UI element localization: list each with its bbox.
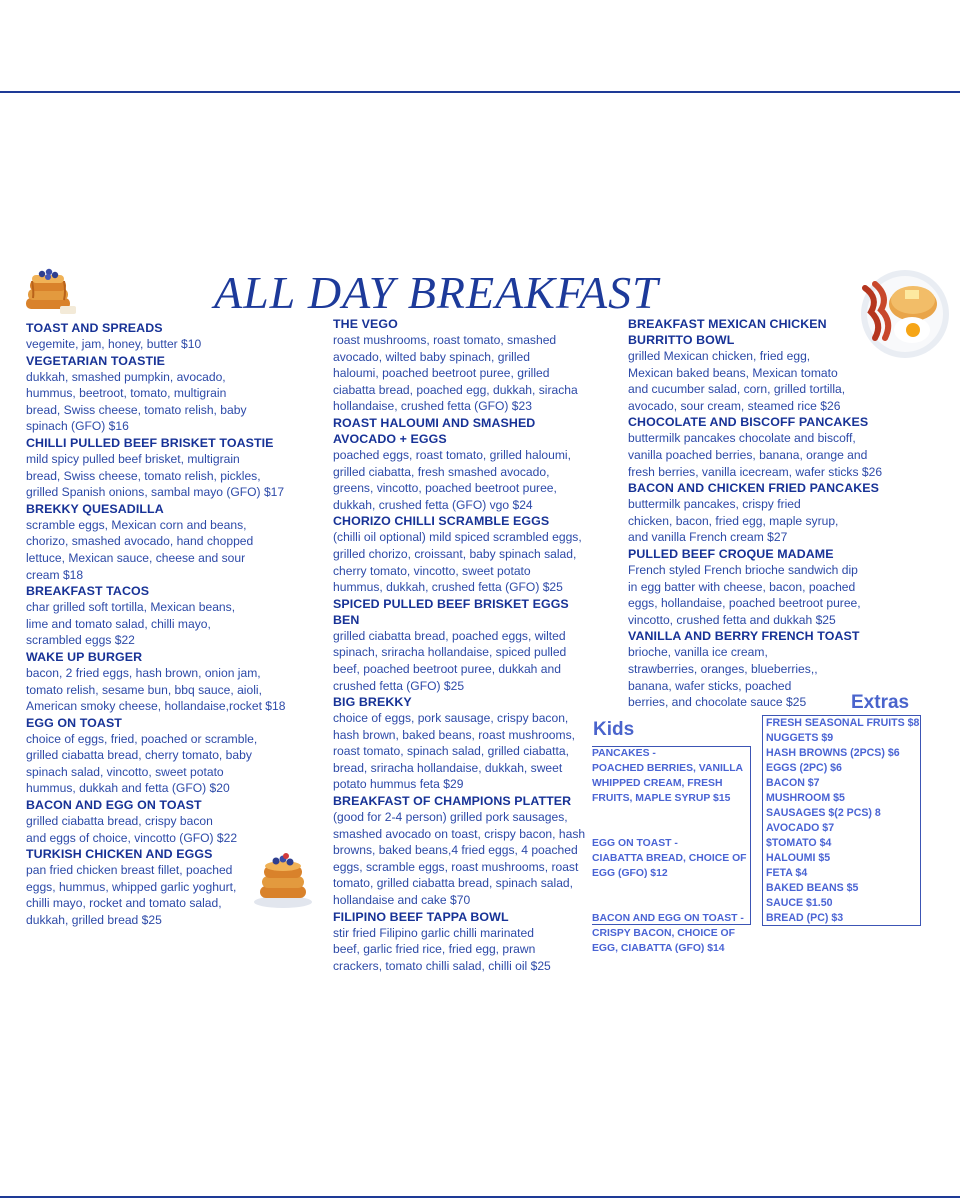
- menu-item-description: vegemite, jam, honey, butter $10: [26, 337, 202, 351]
- menu-item: [628, 414, 918, 480]
- menu-item: [333, 415, 598, 513]
- menu-item: [333, 694, 598, 793]
- kids-item: PANCAKES - POACHED BERRIES, VANILLA WHIPPED CREAM, FRESH FRUITS, MAPLE SYRUP $15: [592, 748, 744, 804]
- menu-item: [26, 353, 316, 435]
- menu-column-1: [26, 320, 316, 929]
- kids-item: EGG ON TOAST - CIABATTA BREAD, CHOICE OF EGG (GFO) $12: [592, 838, 747, 879]
- menu-item-name: BREKKY QUESADILLA: [26, 501, 164, 516]
- menu-item: [333, 596, 598, 694]
- menu-item: [26, 583, 316, 649]
- menu-item: [26, 797, 316, 846]
- menu-item-name: SPICED PULLED BEEF BRISKET EGGS BEN: [333, 596, 569, 627]
- menu-item-description: pan fried chicken breast fillet, poached eggs, hummus, whipped garlic yoghurt, chilli mayo, rocket and tomato salad, dukkah, grilled bread $25: [26, 863, 237, 928]
- extras-item: FRESH SEASONAL FRUITS $8: [766, 717, 920, 729]
- extras-item: FETA $4: [766, 867, 808, 879]
- extras-item: $TOMATO $4: [766, 837, 832, 849]
- menu-item-name: VANILLA AND BERRY FRENCH TOAST: [628, 629, 860, 644]
- extras-item: SAUCE $1.50: [766, 897, 833, 909]
- menu-item-description: mild spicy pulled beef brisket, multigrain bread, Swiss cheese, tomato relish, pickles, grilled Spanish onions, sambal mayo (GFO) $17: [26, 451, 285, 500]
- menu-item-description: (good for 2-4 person) grilled pork sausages, smashed avocado on toast, crispy bacon, hash browns, baked beans,4 fried eggs, 4 poached eggs, scramble eggs, roast mushrooms, roast tomato, grilled ciabatta bread, spinach salad, hollandaise and cake $70: [333, 810, 586, 908]
- menu-item: [628, 316, 918, 414]
- menu-item-description: dukkah, smashed pumpkin, avocado, hummus, beetroot, tomato, multigrain bread, Swiss cheese, tomato relish, baby spinach (GFO) $16: [26, 369, 247, 434]
- menu-item-name: TURKISH CHICKEN AND EGGS: [26, 847, 213, 862]
- menu-item-name: CHOCOLATE AND BISCOFF PANCAKES: [628, 415, 869, 430]
- menu-item-name: WAKE UP BURGER: [26, 649, 143, 664]
- menu-item-description: French styled French brioche sandwich dip in egg batter with cheese, bacon, poached eggs, hollandaise, poached beetroot puree, vincotto, crushed fetta and dukkah $25: [628, 562, 861, 627]
- menu-item-description: grilled Mexican chicken, fried egg, Mexican baked beans, Mexican tomato and cucumber salad, corn, grilled tortilla, avocado, sour cream, steamed rice $26: [628, 349, 846, 413]
- extras-section-title: Extras: [851, 692, 910, 713]
- menu-item-description: grilled ciabatta bread, crispy bacon and eggs of choice, vincotto (GFO) $22: [26, 814, 238, 845]
- extras-item: BREAD (PC) $3: [766, 912, 844, 924]
- menu-item-name: PULLED BEEF CROQUE MADAME: [628, 546, 834, 561]
- menu-item-name: BREAKFAST TACOS: [26, 584, 150, 599]
- menu-item-description: stir fried Filipino garlic chilli marinated beef, garlic fried rice, fried egg, prawn crackers, tomato chilli salad, chilli oil $25: [333, 925, 551, 973]
- menu-item-name: CHILLI PULLED BEEF BRISKET TOASTIE: [26, 435, 274, 450]
- menu-item-name: THE VEGO: [333, 317, 398, 331]
- menu-item-description: (chilli oil optional) mild spiced scrambled eggs, grilled chorizo, croissant, baby spinach salad, cherry tomato, vincotto, sweet potato hummus, dukkah, crushed fetta (GFO) $25: [333, 530, 582, 595]
- menu-item-description: char grilled soft tortilla, Mexican beans, lime and tomato salad, chilli mayo, scrambled eggs $22: [26, 600, 236, 648]
- menu-item-description: buttermilk pancakes chocolate and biscoff, vanilla poached berries, banana, orange and fresh berries, vanilla icecream, wafer sticks $26: [628, 431, 883, 479]
- menu-column-2: [333, 316, 598, 974]
- menu-item-description: scramble eggs, Mexican corn and beans, chorizo, smashed avocado, hand chopped lettuce, Mexican sauce, cheese and sour cream $18: [26, 517, 254, 582]
- menu-item: [26, 435, 316, 501]
- menu-item: [333, 513, 598, 595]
- menu-item: [333, 316, 598, 415]
- menu-item: [26, 715, 316, 797]
- menu-item-description: choice of eggs, fried, poached or scramble, grilled ciabatta bread, cherry tomato, baby spinach salad, vincotto, sweet potato hummus, dukkah and fetta (GFO) $20: [26, 731, 258, 796]
- menu-item-name: ROAST HALOUMI AND SMASHED AVOCADO + EGGS: [333, 415, 536, 446]
- menu-item: [628, 480, 918, 546]
- menu-item-description: poached eggs, roast tomato, grilled haloumi, grilled ciabatta, fresh smashed avocado, greens, vincotto, poached beetroot puree, dukkah, crushed fetta (GFO) vgo $24: [333, 447, 571, 512]
- extras-item: HASH BROWNS (2PCS) $6: [766, 747, 900, 759]
- extras-item: BAKED BEANS $5: [766, 882, 859, 894]
- extras-item: MUSHROOM $5: [766, 792, 845, 804]
- extras-item: NUGGETS $9: [766, 732, 834, 744]
- menu-item-description: choice of eggs, pork sausage, crispy bacon, hash brown, baked beans, roast mushrooms, roast tomato, spinach salad, grilled ciabatta, bread, sriracha hollandaise, dukkah, sweet potato hummus feta $29: [333, 711, 576, 792]
- menu-item-name: BIG BREKKY: [333, 695, 412, 710]
- kids-section-title: Kids: [593, 719, 635, 740]
- menu-item-name: BACON AND CHICKEN FRIED PANCAKES: [628, 481, 880, 496]
- extras-item: AVOCADO $7: [766, 822, 835, 834]
- extras-item: EGGS (2PC) $6: [766, 762, 842, 774]
- menu-item: [26, 320, 316, 353]
- menu-item-name: BACON AND EGG ON TOAST: [26, 798, 202, 813]
- extras-item: SAUSAGES $(2 PCS) 8: [766, 807, 881, 819]
- menu-item-description: buttermilk pancakes, crispy fried chicken, bacon, fried egg, maple syrup, and vanilla French cream $27: [628, 497, 839, 545]
- menu-item-name: FILIPINO BEEF TAPPA BOWL: [333, 909, 509, 924]
- menu-item-name: BREAKFAST MEXICAN CHICKEN BURRITTO BOWL: [628, 317, 827, 347]
- kids-item: BACON AND EGG ON TOAST - CRISPY BACON, CHOICE OF EGG, CIABATTA (GFO) $14: [592, 913, 744, 954]
- menu-item-name: TOAST AND SPREADS: [26, 321, 163, 335]
- top-rule: [0, 91, 960, 93]
- menu-item: [628, 546, 918, 628]
- kids-list: [592, 746, 752, 956]
- page-title: ALL DAY BREAKFAST: [214, 267, 659, 318]
- menu-item-description: roast mushrooms, roast tomato, smashed avocado, wilted baby spinach, grilled haloumi, poached beetroot puree, grilled ciabatta bread, poached egg, dukkah, siracha hollandaise, crushed fetta (GFO) $23: [333, 333, 578, 414]
- menu-item-name: BREAKFAST OF CHAMPIONS PLATTER: [333, 794, 572, 809]
- menu-item-description: bacon, 2 fried eggs, hash brown, onion jam, tomato relish, sesame bun, bbq sauce, aioli, American smoky cheese, hollandaise,rocket $18: [26, 665, 286, 714]
- bottom-rule: [0, 1196, 960, 1198]
- menu-item-name: CHORIZO CHILLI SCRAMBLE EGGS: [333, 514, 550, 529]
- menu-item: [333, 793, 598, 909]
- menu-column-3: [628, 316, 918, 711]
- extras-list: [766, 716, 922, 926]
- extras-item: HALOUMI $5: [766, 852, 831, 864]
- menu-item-description: brioche, vanilla ice cream, strawberries, oranges, blueberries,, banana, wafer sticks, poached berries, and chocolate sauce $25: [628, 645, 818, 710]
- pancake-stack-icon: [20, 268, 80, 320]
- menu-item-description: grilled ciabatta bread, poached eggs, wilted spinach, sriracha hollandaise, spiced pulled beef, poached beetroot puree, dukkah and crushed fetta (GFO) $25: [333, 628, 567, 693]
- menu-item: [333, 909, 598, 975]
- menu-item-name: EGG ON TOAST: [26, 715, 122, 730]
- extras-item: BACON $7: [766, 777, 820, 789]
- menu-item: [26, 649, 316, 715]
- menu-item: [26, 846, 316, 928]
- menu-item-name: VEGETARIAN TOASTIE: [26, 353, 166, 368]
- menu-item: [26, 501, 316, 583]
